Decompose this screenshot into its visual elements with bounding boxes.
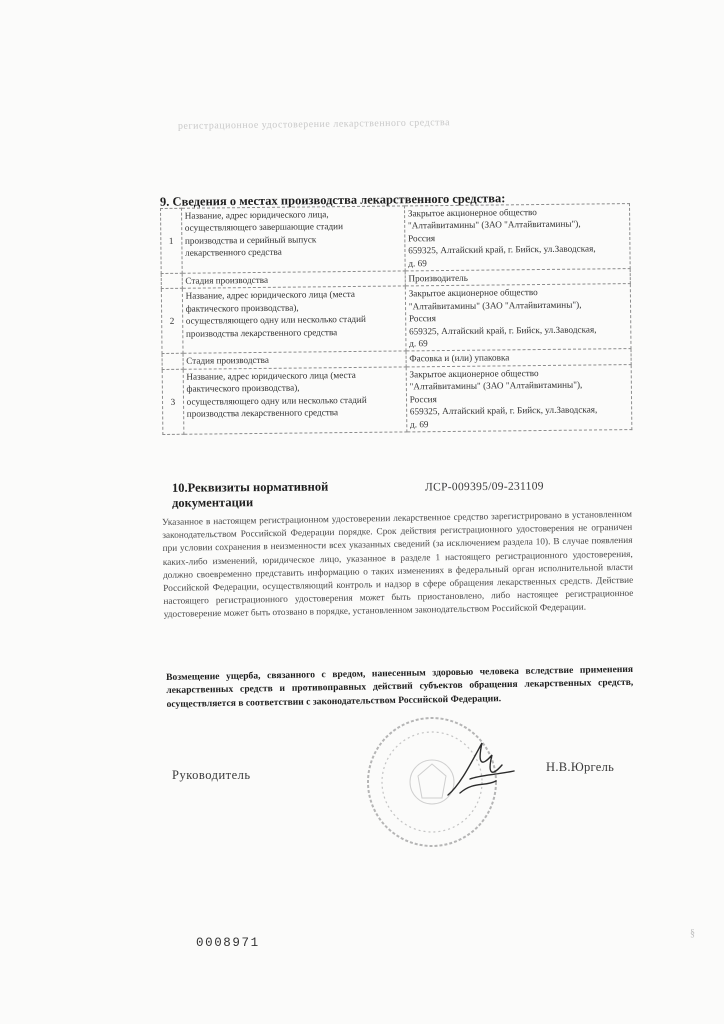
row2-right-line: 659325, Алтайский край, г. Бийск, ул.Заводская, xyxy=(408,324,597,337)
row-number: 3 xyxy=(162,369,183,434)
row-number-empty xyxy=(162,354,183,370)
signatory-role: Руководитель xyxy=(172,768,251,782)
handwritten-signature xyxy=(440,735,520,805)
row3-right-line: "Алтайвитамины" (ЗАО "Алтайвитамины"), xyxy=(409,379,583,392)
damages-paragraph: Возмещение ущерба, связанного с вредом, нанесенным здоровью человека вследствие применения лекарственных средств и противоправных действий субъектов обращения лекарственных средств, осуществляется в соответствии с законодательством Российской Федерации. xyxy=(166,663,634,710)
row-right-cell xyxy=(405,284,631,351)
registration-paragraph: Указанное в настоящем регистрационном удостоверении лекарственное средство зарегистрировано в установленном законодательством Российской Федерации порядке. Срок действия регистрационного удостоверения не ограничен при условии сохранения в неизменности всех указанных сведений (за исключением раздела 10). В случае появления каких-либо изменений, юридическое лицо, указанное в разделе 1 настоящего регистрационного удостоверения, должно своевременно представить информацию о таких изменениях в федеральный орган исполнительной власти Российской Федерации, осуществляющий контроль и надзор в сфере обращения лекарственных средств. Действие настоящего регистрационного удостоверения может быть приостановлено, либо настоящее регистрационное удостоверение может быть отозвано в порядке, установленном законодательством Российской Федерации. xyxy=(162,509,634,621)
row3-left-line: осуществляющего одну или несколько стадий xyxy=(186,394,367,407)
row-right-cell xyxy=(404,204,630,271)
table-row xyxy=(162,364,632,434)
production-places-table xyxy=(160,203,632,435)
section10-title: 10.Реквизиты нормативной документации xyxy=(171,479,329,510)
row3-left-line: Название, адрес юридического лица (места xyxy=(186,369,356,382)
stage-value: Производитель xyxy=(405,269,630,287)
row1-left-line: Название, адрес юридического лица, xyxy=(184,209,329,221)
row1-left-line: производства и серийный выпуск xyxy=(184,234,317,246)
row3-left-line: фактического производства), xyxy=(186,382,300,395)
section9-title: 9. Сведения о местах производства лекарственного средства: xyxy=(159,191,506,209)
row-number: 1 xyxy=(161,208,182,273)
row1-right-line: "Алтайвитамины" (ЗАО "Алтайвитамины"), xyxy=(407,219,581,231)
row3-right-line: 659325, Алтайский край, г. Бийск, ул.Заводская, xyxy=(409,404,598,417)
row3-left-line: производства лекарственного средства xyxy=(186,407,339,419)
table-row xyxy=(161,204,631,274)
section10-code: ЛСР-009395/09-231109 xyxy=(424,480,544,494)
header-ghost-text: регистрационное удостоверение лекарственного средства xyxy=(177,117,451,132)
row3-right-line: Закрытое акционерное общество xyxy=(409,367,539,380)
stage-value: Фасовка и (или) упаковка xyxy=(406,349,631,367)
signatory-name: Н.В.Юргель xyxy=(546,760,615,774)
row1-left-line: лекарственного средства xyxy=(185,246,282,258)
edge-mark: § xyxy=(690,928,695,939)
row2-left-line: Название, адрес юридического лица (места xyxy=(185,289,356,302)
row1-right-line: д. 69 xyxy=(408,257,427,269)
row-number: 2 xyxy=(161,289,182,354)
row-number-empty xyxy=(161,273,182,289)
stage-label: Стадия производства xyxy=(182,271,405,289)
stage-label: Стадия производства xyxy=(183,351,406,369)
row-left-cell xyxy=(182,286,406,353)
row2-right-line: д. 69 xyxy=(409,338,428,349)
table-row xyxy=(161,284,631,354)
row1-left-line: осуществляющего завершающие стадии xyxy=(184,221,344,234)
row2-right-line: "Алтайвитамины" (ЗАО "Алтайвитамины"), xyxy=(408,299,582,312)
row2-left-line: фактического производства), xyxy=(185,302,299,314)
row-right-cell xyxy=(406,364,632,431)
row2-right-line: Россия xyxy=(408,313,436,324)
row-left-cell xyxy=(181,206,405,273)
row3-right-line: д. 69 xyxy=(409,418,429,429)
row2-right-line: Закрытое акционерное общество xyxy=(408,287,538,299)
row-left-cell xyxy=(183,367,407,434)
row1-right-line: Закрытое акционерное общество xyxy=(407,207,537,219)
row2-left-line: производства лекарственного средства xyxy=(185,326,338,339)
form-serial-number: 0008971 xyxy=(196,936,260,950)
row1-right-line: Россия xyxy=(408,232,436,244)
row2-left-line: осуществляющего одну или несколько стадий xyxy=(185,314,366,326)
row3-right-line: Россия xyxy=(409,393,437,405)
row1-right-line: 659325, Алтайский край, г. Бийск, ул.Заводская, xyxy=(408,243,596,256)
